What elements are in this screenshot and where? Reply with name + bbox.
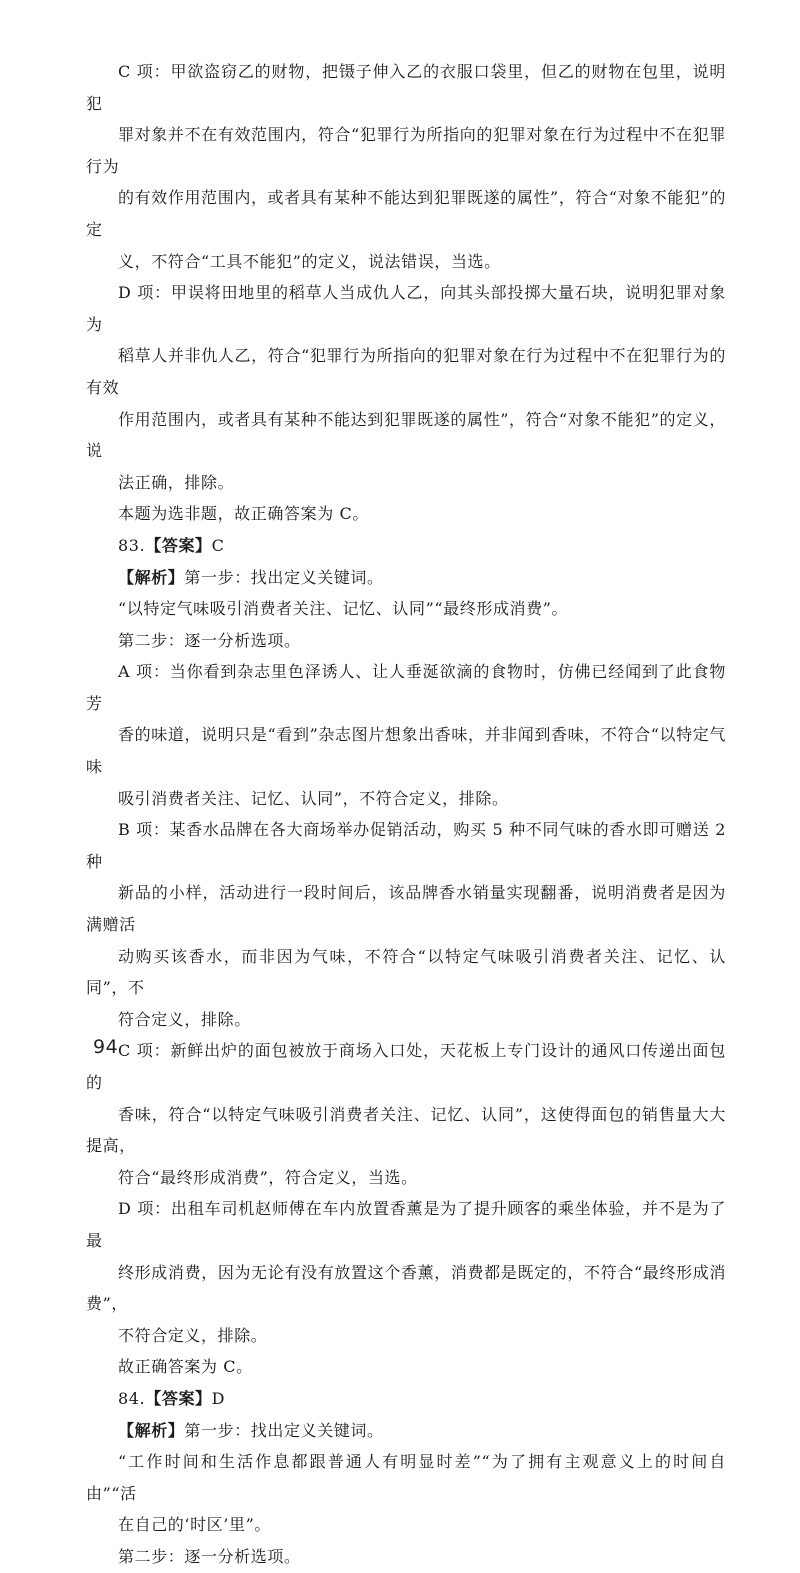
body-paragraph bbox=[86, 625, 726, 657]
analysis-label: 【解析】 bbox=[118, 1420, 185, 1440]
answer-heading bbox=[86, 1383, 726, 1415]
text-line: 本题为选非题，故正确答案为 C。 bbox=[118, 504, 369, 524]
text-line: 法正确，排除。 bbox=[118, 472, 235, 492]
analysis-text: 第一步：找出定义关键词。 bbox=[184, 567, 384, 587]
text-line: 符合“最终形成消费”，符合定义，当选。 bbox=[118, 1167, 418, 1187]
text-line: 第二步：逐一分析选项。 bbox=[118, 1546, 301, 1566]
body-paragraph bbox=[86, 277, 726, 498]
body-paragraph bbox=[86, 56, 726, 277]
body-paragraph bbox=[86, 1193, 726, 1351]
text-line: “以特定气味吸引消费者关注、记忆、认同”“最终形成消费”。 bbox=[118, 599, 569, 619]
body-paragraph bbox=[86, 656, 726, 814]
text-line: A 项：当你看到杂志里色泽诱人、让人垂涎欲滴的食物时，仿佛已经闻到了此食物芳 bbox=[86, 662, 726, 713]
text-line: 不符合定义，排除。 bbox=[118, 1325, 268, 1345]
body-paragraph bbox=[86, 1351, 726, 1383]
text-line: 香的味道，说明只是“看到”杂志图片想象出香味，并非闻到香味，不符合“以特定气味 bbox=[86, 725, 726, 777]
text-line: 香味，符合“以特定气味吸引消费者关注、记忆、认同”，这使得面包的销售量大大提高， bbox=[86, 1104, 726, 1156]
text-line: 吸引消费者关注、记忆、认同”，不符合定义，排除。 bbox=[118, 788, 509, 808]
body-paragraph bbox=[86, 1541, 726, 1573]
analysis-label: 【解析】 bbox=[118, 567, 185, 587]
body-paragraph bbox=[86, 1446, 726, 1541]
text-line: 义，不符合“工具不能犯”的定义，说法错误，当选。 bbox=[118, 251, 501, 271]
text-line: D 项：甲误将田地里的稻草人当成仇人乙，向其头部投掷大量石块，说明犯罪对象为 bbox=[86, 283, 726, 334]
body-paragraph bbox=[86, 593, 726, 625]
question-number: 83. bbox=[118, 535, 146, 555]
text-body bbox=[86, 56, 726, 1573]
answer-heading bbox=[86, 530, 726, 562]
text-line: 稻草人并非仇人乙，符合“犯罪行为所指向的犯罪对象在行为过程中不在犯罪行为的有效 bbox=[86, 346, 726, 397]
text-line: 符合定义，排除。 bbox=[118, 1009, 251, 1029]
question-number: 84. bbox=[118, 1388, 146, 1408]
body-paragraph bbox=[86, 814, 726, 1035]
answer-label: 【答案】 bbox=[145, 1388, 212, 1408]
analysis-text: 第一步：找出定义关键词。 bbox=[184, 1420, 384, 1440]
text-line: 终形成消费，因为无论有没有放置这个香薰，消费都是既定的，不符合“最终形成消费”， bbox=[86, 1262, 726, 1314]
text-line: B 项：某香水品牌在各大商场举办促销活动，购买 5 种不同气味的香水即可赠送 2 种 bbox=[86, 820, 726, 871]
analysis-heading bbox=[86, 562, 726, 594]
body-paragraph bbox=[86, 498, 726, 530]
analysis-heading bbox=[86, 1415, 726, 1447]
page-number: 94 bbox=[93, 1036, 119, 1058]
answer-value: C bbox=[211, 535, 225, 555]
text-line: 的有效作用范围内，或者具有某种不能达到犯罪既遂的属性”，符合“对象不能犯”的定 bbox=[86, 188, 726, 239]
body-paragraph bbox=[86, 1035, 726, 1193]
text-line: C 项：新鲜出炉的面包被放于商场入口处，天花板上专门设计的通风口传递出面包的 bbox=[86, 1041, 726, 1092]
text-line: 动购买该香水，而非因为气味，不符合“以特定气味吸引消费者关注、记忆、认同”，不 bbox=[86, 946, 726, 998]
text-line: C 项：甲欲盗窃乙的财物，把镊子伸入乙的衣服口袋里，但乙的财物在包里，说明犯 bbox=[86, 62, 726, 113]
text-line: 在自己的‘时区’里”。 bbox=[118, 1515, 271, 1535]
text-line: 罪对象并不在有效范围内，符合“犯罪行为所指向的犯罪对象在行为过程中不在犯罪行为 bbox=[86, 125, 726, 176]
answer-label: 【答案】 bbox=[145, 535, 212, 555]
text-line: D 项：出租车司机赵师傅在车内放置香薰是为了提升顾客的乘坐体验，并不是为了最 bbox=[86, 1199, 726, 1250]
text-line: 新品的小样，活动进行一段时间后，该品牌香水销量实现翻番，说明消费者是因为满赠活 bbox=[86, 883, 726, 935]
text-line: 作用范围内，或者具有某种不能达到犯罪既遂的属性”，符合“对象不能犯”的定义，说 bbox=[86, 409, 726, 461]
answer-value: D bbox=[211, 1388, 226, 1408]
document-page bbox=[86, 56, 726, 1573]
text-line: 故正确答案为 C。 bbox=[118, 1357, 253, 1377]
text-line: 第二步：逐一分析选项。 bbox=[118, 630, 301, 650]
text-line: “工作时间和生活作息都跟普通人有明显时差”“为了拥有主观意义上的时间自由”“活 bbox=[86, 1452, 726, 1503]
